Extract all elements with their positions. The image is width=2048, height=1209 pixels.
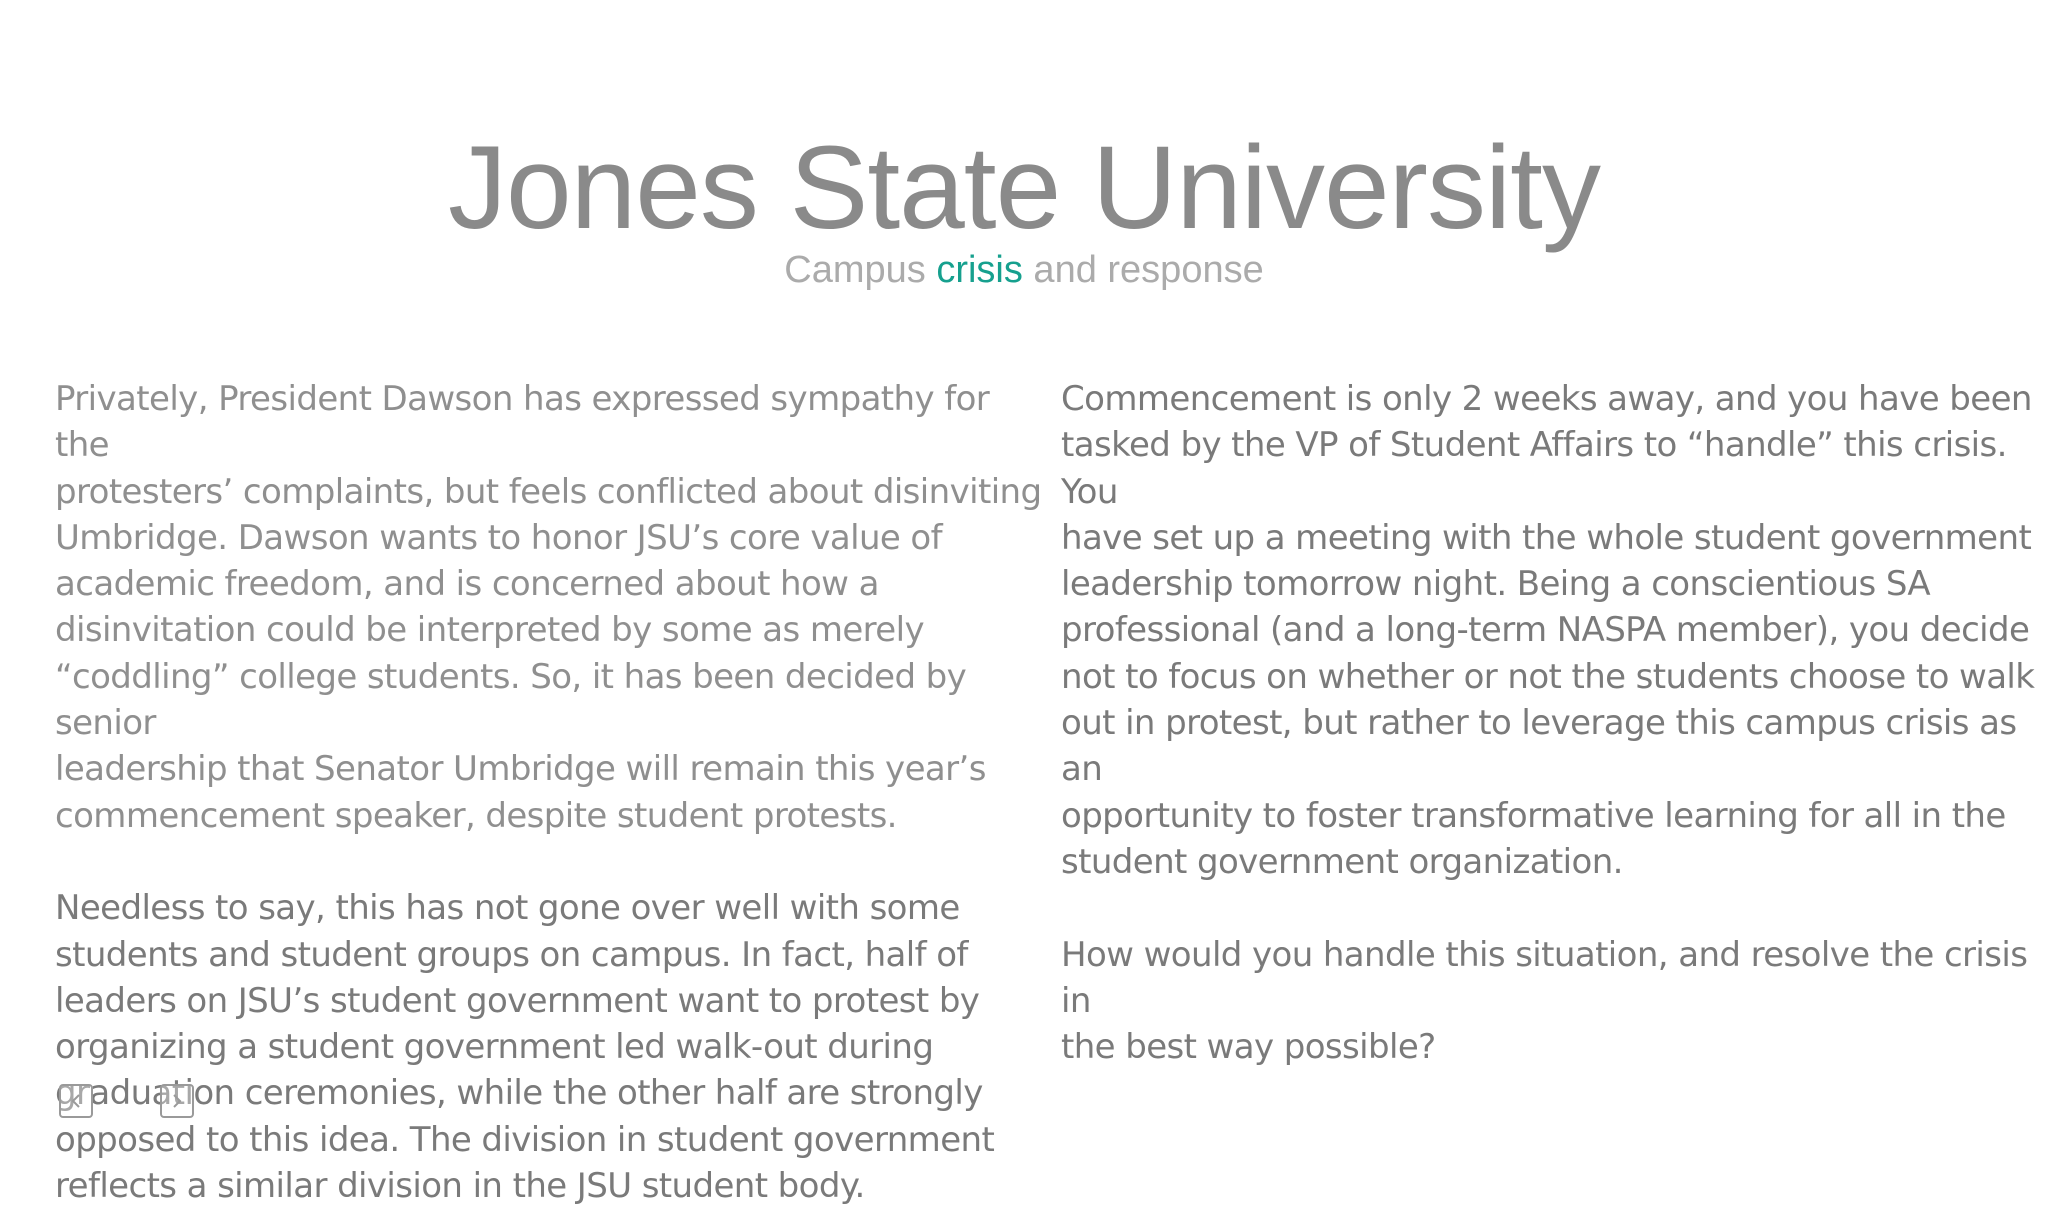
chevron-right-icon xyxy=(170,1093,184,1109)
right-paragraph-2: How would you handle this situation, and resolve the crisis in the best way possible? xyxy=(1061,934,2028,1068)
previous-slide-button[interactable] xyxy=(59,1084,93,1118)
right-paragraph-1: Commencement is only 2 weeks away, and you have been tasked by the VP of Student Affairs to “handle” this crisis. You have set up a meeting with the whole student government leadership tomorrow night. Being a conscientious SA professional (and a long-term NASPA member), you decide not to focus on whether or not the students choose to walk out in protest, but rather to leverage this campus crisis as an opportunity to foster transformative learning for all in the student government organization. xyxy=(1061,379,2035,882)
slide-subtitle xyxy=(0,248,2048,292)
subtitle-prefix: Campus xyxy=(784,249,937,291)
slide-title: Jones State University xyxy=(448,122,1600,254)
right-text-column xyxy=(1061,376,2046,1070)
left-paragraph-2: Needless to say, this has not gone over well with some students and student groups on campus. In fact, half of leaders on JSU’s student government want to protest by organizing a student government led walk-out during graduation ceremonies, while the other half are strongly opposed to this idea. The division in student government reflects a similar division in the JSU student body. xyxy=(55,888,995,1207)
left-text-column xyxy=(55,376,1045,1209)
chevron-left-icon xyxy=(69,1093,83,1109)
next-slide-button[interactable] xyxy=(160,1084,194,1118)
subtitle-suffix: and response xyxy=(1022,249,1264,291)
left-paragraph-1: Privately, President Dawson has expressed sympathy for the protesters’ complaints, but feels conflicted about disinviting Umbridge. Dawson wants to honor JSU’s core value of academic freedom, and is concerned about how a disinvitation could be interpreted by some as merely “coddling” college students. So, it has been decided by senior leadership that Senator Umbridge will remain this year’s commencement speaker, despite student protests. xyxy=(55,379,1042,836)
subtitle-accent-word: crisis xyxy=(936,249,1023,291)
